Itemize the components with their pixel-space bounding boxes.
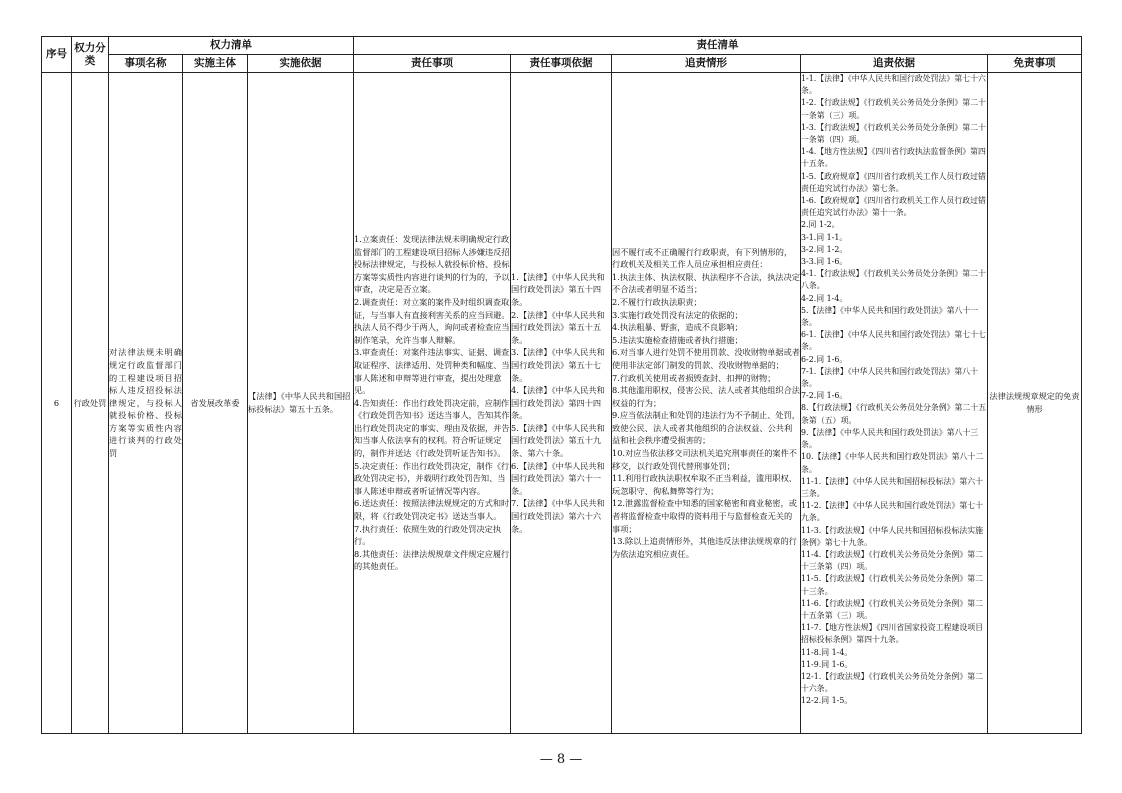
row-basis: 【法律】《中华人民共和国招标投标法》第五十五条。 [248, 73, 354, 734]
accountability-basis-item: 1-5.【政府规章】《四川省行政机关工作人员行政过错责任追究试行办法》第七条。 [801, 171, 986, 193]
accountability-basis-item: 1-2.【行政法规】《行政机关公务员处分条例》第二十一条第（三）项。 [801, 98, 986, 120]
accountability-basis-item: 7-2.同 1-6。 [801, 391, 848, 401]
header-item-name: 事项名称 [109, 55, 183, 73]
responsibility-item: 4.告知责任：作出行政处罚决定前，应制作《行政处罚告知书》送达当事人，告知其作出行政处罚决定的事实、理由及依据，并告知当事人依法享有的权利。符合听证规定的，制作并送达《行政处罚听证告知书》。 [354, 397, 510, 459]
accountability-basis-item: 3-2.同 1-2。 [801, 244, 848, 254]
responsibility-basis-item: 6.【法律】《中华人民共和国行政处罚法》第六十一条。 [511, 460, 605, 496]
accountability-item: 4.执法粗暴、野蛮，造成不良影响； [612, 322, 743, 333]
header-responsibility-items: 责任事项 [354, 55, 511, 73]
accountability-item: 2.不履行行政执法职责； [612, 296, 702, 307]
responsibility-basis-item: 5.【法律】《中华人民共和国行政处罚法》第五十九条、第六十条。 [511, 422, 605, 459]
accountability-basis-item: 7-1.【法律】《中华人民共和国行政处罚法》第八十条。 [801, 366, 978, 389]
accountability-basis-item: 12-2.同 1-5。 [801, 696, 853, 706]
accountability-basis-item: 8.【行政法规】《行政机关公务员处分条例》第二十五条第（五）项。 [801, 403, 987, 425]
accountability-basis-item: 1-6.【政府规章】《四川省行政机关工作人员行政过错责任追究试行办法》第十一条。 [801, 196, 986, 218]
accountability-basis-item: 4-1.【行政法规】《行政机关公务员处分条例》第二十八条。 [801, 269, 986, 291]
accountability-basis-item: 6-2.同 1-6。 [801, 354, 848, 364]
header-responsibility-list: 责任清单 [354, 37, 1082, 55]
responsibility-basis-item: 4.【法律】《中华人民共和国行政处罚法》第四十四条。 [511, 385, 605, 421]
header-accountability-basis: 追责依据 [801, 55, 988, 73]
accountability-basis-item: 11-5.【行政法规】《行政机关公务员处分条例》第二十三条。 [801, 574, 984, 596]
responsibility-basis-item: 7.【法律】《中华人民共和国行政处罚法》第六十六条。 [511, 498, 605, 534]
accountability-basis-item: 1-1.【法律】《中华人民共和国行政处罚法》第七十六条。 [801, 74, 986, 96]
row-accountability-basis [801, 73, 988, 734]
responsibility-basis-item: 1.【法律】《中华人民共和国行政处罚法》第五十四条。 [511, 271, 605, 307]
responsibility-item: 6.送达责任：按照法律法规规定的方式和时限，将《行政处罚决定书》送达当事人。 [354, 498, 510, 522]
responsibility-item: 5.决定责任：作出行政处罚决定，制作《行政处罚决定书》，并载明行政处罚告知、当事人陈述申辩或者听证情况等内容。 [354, 460, 510, 496]
accountability-item: 因不履行或不正确履行行政职责，有下列情形的，行政机关及相关工作人员应承担相应责任： [612, 246, 793, 270]
accountability-item: 7.行政机关使用或者损毁查封、扣押的财物； [612, 372, 776, 383]
accountability-basis-item: 3-1.同 1-1。 [801, 232, 848, 242]
accountability-basis-item: 10.【法律】《中华人民共和国行政处罚法》第八十二条。 [801, 452, 984, 474]
row-seq: 6 [42, 73, 72, 734]
row-responsibility-items [354, 73, 511, 734]
accountability-basis-item: 11-8.同 1-4。 [801, 647, 853, 657]
accountability-basis-item: 11-3.【行政法规】《中华人民共和国招标投标法实施条例》第七十九条。 [801, 525, 984, 547]
header-row-2 [42, 55, 1082, 73]
header-power-list: 权力清单 [109, 37, 354, 55]
header-seq: 序号 [42, 37, 72, 73]
row-accountability [612, 73, 801, 734]
accountability-basis-item: 5.【法律】《中华人民共和国行政处罚法》第八十一条。 [801, 305, 979, 328]
accountability-basis-item: 11-2.【法律】《中华人民共和国行政处罚法》第七十九条。 [801, 501, 984, 523]
accountability-basis-item: 11-4.【行政法规】《行政机关公务员处分条例》第二十三条第（四）项。 [801, 549, 984, 572]
accountability-basis-item: 2.同 1-2。 [801, 220, 840, 230]
accountability-item: 10.对应当依法移交司法机关追究刑事责任的案件不移交，以行政处罚代替刑事处罚； [612, 448, 797, 471]
row-responsibility-basis [511, 73, 612, 734]
accountability-item: 11.利用行政执法职权牟取不正当利益，滥用职权、玩忽职守、徇私舞弊等行为； [612, 473, 797, 496]
responsibility-item: 2.调查责任：对立案的案件及时组织调查取证，与当事人有直接利害关系的应当回避。执法人员不得少于两人，询问或者检查应当制作笔录，允许当事人辩解。 [354, 296, 510, 345]
responsibility-basis-item: 3.【法律】《中华人民共和国行政处罚法》第五十七条。 [511, 347, 605, 383]
responsibility-item: 1.立案责任：发现法律法规未明确规定行政监督部门的工程建设项目招标人涉嫌违反招投标法律规定，与投标人就投标价格、投标方案等实质性内容进行谈判的行为的，予以审查，决定是否立案。 [354, 233, 510, 295]
row-exemption: 法律法规规章规定的免责情形 [988, 73, 1082, 734]
accountability-basis-item: 11-6.【行政法规】《行政机关公务员处分条例》第二十五条第（三）项。 [801, 598, 984, 620]
accountability-basis-item: 12-1.【行政法规】《行政机关公务员处分条例》第二十六条。 [801, 671, 984, 694]
accountability-item: 13.除以上追责情形外，其他违反法律法规规章的行为依法追究相应责任。 [612, 536, 797, 559]
accountability-basis-item: 1-3.【行政法规】《行政机关公务员处分条例》第二十一条第（四）项。 [801, 122, 986, 145]
accountability-item: 1.执法主体、执法权限、执法程序不合法，执法决定不合法或者明显不适当； [612, 271, 800, 295]
accountability-basis-item: 11-7.【地方性法规】《四川省国家投资工程建设项目招标投标条例》第四十九条。 [801, 623, 984, 645]
responsibility-item: 3.审查责任：对案件违法事实、证据、调查取证程序、法律适用、处罚种类和幅度、当事人陈述和申辩等进行审查，提出处理意见。 [354, 347, 510, 396]
header-row-1 [42, 37, 1082, 55]
header-responsibility-basis: 责任事项依据 [511, 55, 612, 73]
header-category: 权力分类 [72, 37, 109, 73]
accountability-basis-item: 4-2.同 1-4。 [801, 293, 848, 303]
row-item-name: 对法律法规未明确规定行政监督部门的工程建设项目招标人违反招投标法律规定，与投标人就投标价格、投标方案等实质性内容进行谈判的行政处罚 [109, 73, 183, 734]
row-subject: 省发展改革委 [183, 73, 248, 734]
header-exemption: 免责事项 [988, 55, 1082, 73]
accountability-item: 6.对当事人进行处罚不使用罚款、没收财物单据或者使用非法定部门制发的罚款、没收财物单据的； [612, 347, 800, 370]
accountability-basis-item: 1-4.【地方性法规】《四川省行政执法监督条例》第四十五条。 [801, 147, 986, 169]
page-number: — 8 — [539, 752, 583, 767]
accountability-item: 12.泄露监督检查中知悉的国家秘密和商业秘密，或者将监督检查中取得的资料用于与监督检查无关的事项； [612, 498, 797, 534]
accountability-basis-item: 11-9.同 1-6。 [801, 659, 853, 669]
power-responsibility-table [41, 36, 1082, 734]
accountability-basis-item: 9.【法律】《中华人民共和国行政处罚法》第八十三条。 [801, 427, 979, 450]
responsibility-item: 8.其他责任：法律法规规章文件规定应履行的其他责任。 [354, 548, 510, 572]
accountability-item: 5.违法实施检查措施或者执行措施； [612, 334, 743, 345]
header-basis: 实施依据 [248, 55, 354, 73]
accountability-basis-item: 6-1.【法律】《中华人民共和国行政处罚法》第七十七条。 [801, 330, 986, 352]
row-category: 行政处罚 [72, 73, 109, 734]
accountability-basis-item: 3-3.同 1-6。 [801, 257, 848, 267]
accountability-basis-item: 11-1.【法律】《中华人民共和国招标投标法》第六十三条。 [801, 476, 984, 498]
accountability-item: 8.其他滥用职权，侵害公民、法人或者其他组织合法权益的行为； [612, 385, 800, 408]
header-accountability: 追责情形 [612, 55, 801, 73]
table-row [42, 73, 1082, 734]
accountability-item: 9.应当依法制止和处罚的违法行为不予制止、处罚，致使公民、法人或者其他组织的合法权益、公共利益和社会秩序遭受损害的； [612, 410, 800, 446]
accountability-item: 3.实施行政处罚没有法定的依据的； [612, 309, 743, 320]
header-subject: 实施主体 [183, 55, 248, 73]
responsibility-basis-item: 2.【法律】《中华人民共和国行政处罚法》第五十五条。 [511, 309, 605, 345]
responsibility-item: 7.执行责任：依照生效的行政处罚决定执行。 [354, 523, 502, 547]
